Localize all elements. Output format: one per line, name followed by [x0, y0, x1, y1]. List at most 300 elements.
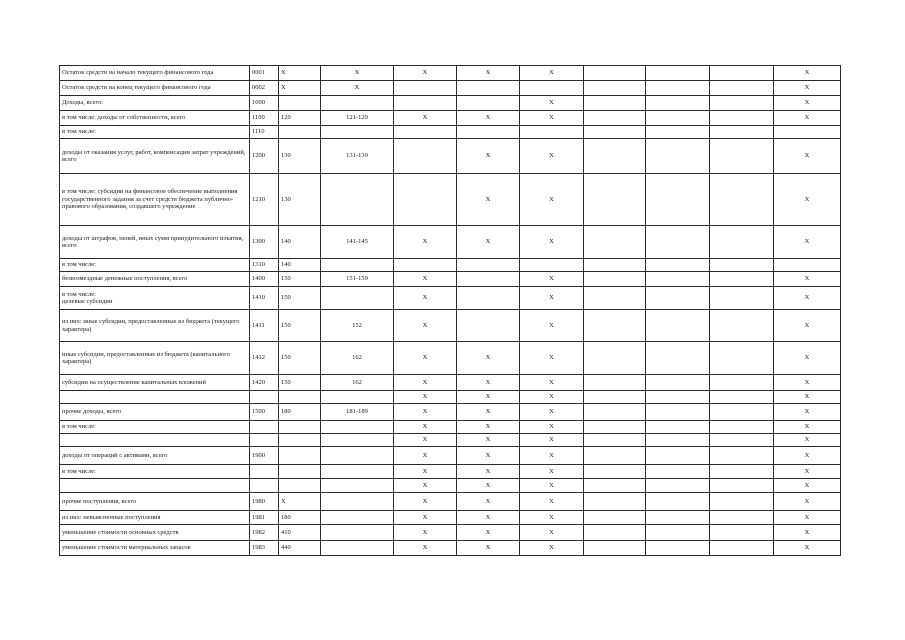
cell-col-7: X: [520, 541, 584, 556]
cell-col-6: X: [457, 139, 520, 174]
cell-analytic: [321, 126, 394, 139]
row-name: доходы от операций с активами, всего: [60, 447, 250, 465]
cell-col-9: [646, 66, 710, 81]
budget-table: [59, 65, 841, 556]
cell-col-8: [584, 447, 646, 465]
cell-col-11: X: [774, 434, 841, 447]
cell-col-10: [710, 511, 774, 525]
row-code: 1200: [250, 139, 279, 174]
table-row: [60, 404, 841, 421]
cell-analytic: [321, 525, 394, 541]
cell-col-10: [710, 81, 774, 96]
table-row: [60, 96, 841, 111]
row-name: в том числе:: [60, 421, 250, 434]
row-code: 1310: [250, 259, 279, 272]
cell-kosgu: 150: [279, 272, 321, 287]
cell-col-8: [584, 272, 646, 287]
cell-col-9: [646, 375, 710, 391]
cell-col-10: [710, 391, 774, 404]
cell-analytic: 181-189: [321, 404, 394, 421]
cell-col-10: [710, 287, 774, 310]
cell-col-6: X: [457, 447, 520, 465]
cell-col-5: X: [394, 287, 457, 310]
cell-col-10: [710, 272, 774, 287]
cell-col-8: [584, 391, 646, 404]
table-row: [60, 226, 841, 259]
cell-col-11: X: [774, 174, 841, 226]
cell-kosgu: [279, 421, 321, 434]
cell-col-10: [710, 139, 774, 174]
cell-col-10: [710, 111, 774, 126]
row-name: прочие доходы, всего: [60, 404, 250, 421]
table-row: [60, 174, 841, 226]
cell-col-9: [646, 174, 710, 226]
cell-kosgu: [279, 434, 321, 447]
cell-col-9: [646, 259, 710, 272]
cell-col-10: [710, 404, 774, 421]
cell-col-6: X: [457, 111, 520, 126]
cell-col-11: X: [774, 111, 841, 126]
cell-col-9: [646, 342, 710, 375]
cell-col-9: [646, 81, 710, 96]
cell-col-5: [394, 96, 457, 111]
cell-col-6: X: [457, 525, 520, 541]
cell-col-8: [584, 375, 646, 391]
cell-col-5: [394, 81, 457, 96]
cell-col-8: [584, 511, 646, 525]
cell-col-7: [520, 259, 584, 272]
cell-kosgu: 440: [279, 541, 321, 556]
cell-col-11: X: [774, 287, 841, 310]
cell-col-11: X: [774, 421, 841, 434]
cell-kosgu: 130: [279, 139, 321, 174]
row-code: 1210: [250, 174, 279, 226]
row-name: [60, 479, 250, 493]
cell-col-11: X: [774, 479, 841, 493]
table-row: [60, 391, 841, 404]
cell-col-8: [584, 525, 646, 541]
cell-kosgu: [279, 465, 321, 479]
row-code: [250, 391, 279, 404]
table-row: [60, 525, 841, 541]
cell-col-6: [457, 310, 520, 342]
cell-col-5: X: [394, 226, 457, 259]
table-row: [60, 465, 841, 479]
cell-kosgu: 150: [279, 342, 321, 375]
cell-col-11: X: [774, 342, 841, 375]
cell-col-8: [584, 96, 646, 111]
cell-col-7: X: [520, 310, 584, 342]
cell-col-9: [646, 421, 710, 434]
row-code: 1400: [250, 272, 279, 287]
table-row: [60, 272, 841, 287]
cell-col-9: [646, 272, 710, 287]
cell-col-11: X: [774, 493, 841, 511]
cell-analytic: [321, 259, 394, 272]
cell-col-9: [646, 310, 710, 342]
row-name: в том числе: доходы от собственности, всего: [60, 111, 250, 126]
cell-col-8: [584, 174, 646, 226]
cell-col-7: X: [520, 375, 584, 391]
cell-col-10: [710, 310, 774, 342]
row-name: прочие поступления, всего: [60, 493, 250, 511]
cell-col-5: X: [394, 493, 457, 511]
cell-col-7: X: [520, 421, 584, 434]
cell-col-5: X: [394, 479, 457, 493]
cell-kosgu: X: [279, 81, 321, 96]
cell-col-6: X: [457, 493, 520, 511]
cell-col-9: [646, 391, 710, 404]
table-row: [60, 310, 841, 342]
cell-col-8: [584, 465, 646, 479]
cell-col-7: X: [520, 174, 584, 226]
cell-col-8: [584, 111, 646, 126]
cell-col-7: X: [520, 272, 584, 287]
cell-kosgu: 180: [279, 404, 321, 421]
row-code: 1420: [250, 375, 279, 391]
cell-col-7: X: [520, 404, 584, 421]
row-code: 1100: [250, 111, 279, 126]
cell-col-11: X: [774, 404, 841, 421]
row-code: 1500: [250, 404, 279, 421]
cell-col-7: X: [520, 226, 584, 259]
cell-analytic: 151-159: [321, 272, 394, 287]
cell-col-11: X: [774, 66, 841, 81]
cell-col-9: [646, 511, 710, 525]
cell-col-6: X: [457, 375, 520, 391]
row-name: доходы от оказания услуг, работ, компенсации затрат учреждений, всего: [60, 139, 250, 174]
cell-analytic: 131-139: [321, 139, 394, 174]
cell-col-9: [646, 226, 710, 259]
cell-kosgu: 150: [279, 287, 321, 310]
cell-col-6: X: [457, 226, 520, 259]
cell-col-6: X: [457, 342, 520, 375]
cell-col-9: [646, 139, 710, 174]
row-code: 0001: [250, 66, 279, 81]
cell-col-8: [584, 81, 646, 96]
cell-col-7: X: [520, 342, 584, 375]
table-body: [60, 66, 841, 556]
cell-col-6: [457, 272, 520, 287]
row-code: 1982: [250, 525, 279, 541]
cell-analytic: [321, 479, 394, 493]
cell-analytic: [321, 493, 394, 511]
row-name: субсидии на осуществление капитальных вложений: [60, 375, 250, 391]
cell-col-9: [646, 465, 710, 479]
cell-col-9: [646, 434, 710, 447]
cell-analytic: 152: [321, 310, 394, 342]
table-row: [60, 479, 841, 493]
cell-kosgu: [279, 447, 321, 465]
row-name: в том числе: целевые субсидии: [60, 287, 250, 310]
cell-col-10: [710, 493, 774, 511]
cell-col-5: X: [394, 111, 457, 126]
cell-col-5: X: [394, 447, 457, 465]
cell-col-10: [710, 421, 774, 434]
cell-col-11: X: [774, 81, 841, 96]
cell-analytic: [321, 287, 394, 310]
row-code: 0002: [250, 81, 279, 96]
cell-col-8: [584, 310, 646, 342]
cell-col-11: X: [774, 447, 841, 465]
cell-kosgu: 150: [279, 375, 321, 391]
row-name: из них: невыясненные поступления: [60, 511, 250, 525]
cell-analytic: 162: [321, 342, 394, 375]
cell-col-9: [646, 287, 710, 310]
cell-col-5: X: [394, 342, 457, 375]
cell-col-10: [710, 447, 774, 465]
cell-col-6: X: [457, 541, 520, 556]
table-row: [60, 81, 841, 96]
row-name: в том числе: субсидии на финансовое обеспечение выполнения государственного задания за счет средств бюджета публично-правового образования, создавшего учреждение: [60, 174, 250, 226]
cell-col-6: X: [457, 404, 520, 421]
table-row: [60, 421, 841, 434]
cell-col-10: [710, 174, 774, 226]
row-code: 1410: [250, 287, 279, 310]
row-code: [250, 421, 279, 434]
cell-col-8: [584, 287, 646, 310]
row-code: 1110: [250, 126, 279, 139]
cell-col-10: [710, 66, 774, 81]
cell-kosgu: 140: [279, 259, 321, 272]
cell-col-6: X: [457, 421, 520, 434]
row-name: безвозмездные денежные поступления, всего: [60, 272, 250, 287]
cell-analytic: 162: [321, 375, 394, 391]
cell-col-5: [394, 259, 457, 272]
cell-col-11: X: [774, 139, 841, 174]
table-row: [60, 493, 841, 511]
row-name: Доходы, всего:: [60, 96, 250, 111]
cell-col-7: X: [520, 465, 584, 479]
table-row: [60, 511, 841, 525]
cell-col-10: [710, 226, 774, 259]
row-name: уменьшение стоимости основных средств: [60, 525, 250, 541]
cell-col-10: [710, 541, 774, 556]
cell-col-8: [584, 342, 646, 375]
cell-col-11: X: [774, 541, 841, 556]
cell-col-11: X: [774, 272, 841, 287]
cell-col-5: [394, 126, 457, 139]
cell-col-8: [584, 404, 646, 421]
cell-kosgu: 130: [279, 174, 321, 226]
cell-col-5: X: [394, 310, 457, 342]
cell-col-8: [584, 493, 646, 511]
cell-col-8: [584, 479, 646, 493]
cell-kosgu: 120: [279, 111, 321, 126]
cell-col-5: [394, 139, 457, 174]
cell-col-11: X: [774, 465, 841, 479]
table-row: [60, 541, 841, 556]
cell-analytic: [321, 434, 394, 447]
cell-analytic: X: [321, 66, 394, 81]
cell-col-11: X: [774, 226, 841, 259]
cell-col-10: [710, 375, 774, 391]
cell-kosgu: [279, 96, 321, 111]
cell-col-6: X: [457, 479, 520, 493]
row-code: [250, 434, 279, 447]
table-row: [60, 259, 841, 272]
row-name: иные субсидии, предоставленные из бюджета (капитального характера): [60, 342, 250, 375]
cell-col-7: X: [520, 479, 584, 493]
cell-col-11: X: [774, 525, 841, 541]
cell-col-8: [584, 66, 646, 81]
cell-col-5: X: [394, 66, 457, 81]
cell-col-11: X: [774, 375, 841, 391]
cell-col-10: [710, 126, 774, 139]
cell-col-8: [584, 259, 646, 272]
cell-col-6: [457, 287, 520, 310]
cell-col-7: X: [520, 96, 584, 111]
cell-kosgu: [279, 391, 321, 404]
table-row: [60, 126, 841, 139]
table-row: [60, 342, 841, 375]
cell-col-7: X: [520, 493, 584, 511]
cell-col-6: X: [457, 66, 520, 81]
cell-col-5: X: [394, 511, 457, 525]
cell-col-11: [774, 259, 841, 272]
cell-analytic: [321, 391, 394, 404]
row-code: [250, 479, 279, 493]
row-name: доходы от штрафов, пеней, иных сумм принудительного изъятия, всего: [60, 226, 250, 259]
cell-col-8: [584, 541, 646, 556]
cell-col-7: [520, 126, 584, 139]
cell-col-8: [584, 126, 646, 139]
row-name: из них: иные субсидии, предоставленные из бюджета (текущего характера): [60, 310, 250, 342]
row-name: в том числе:: [60, 465, 250, 479]
cell-col-6: X: [457, 391, 520, 404]
row-name: в том числе:: [60, 126, 250, 139]
cell-analytic: [321, 174, 394, 226]
cell-col-10: [710, 525, 774, 541]
table-row: [60, 66, 841, 81]
cell-col-9: [646, 96, 710, 111]
cell-col-6: X: [457, 511, 520, 525]
cell-analytic: [321, 465, 394, 479]
row-code: 1412: [250, 342, 279, 375]
cell-kosgu: X: [279, 66, 321, 81]
cell-col-8: [584, 421, 646, 434]
cell-col-10: [710, 96, 774, 111]
row-code: 1300: [250, 226, 279, 259]
cell-kosgu: [279, 479, 321, 493]
row-code: 1411: [250, 310, 279, 342]
cell-col-6: [457, 81, 520, 96]
row-name: в том числе:: [60, 259, 250, 272]
cell-analytic: 141-145: [321, 226, 394, 259]
table-row: [60, 375, 841, 391]
cell-col-9: [646, 111, 710, 126]
cell-col-7: X: [520, 139, 584, 174]
cell-kosgu: 140: [279, 226, 321, 259]
cell-analytic: [321, 447, 394, 465]
cell-col-6: [457, 126, 520, 139]
cell-col-6: X: [457, 465, 520, 479]
table-row: [60, 447, 841, 465]
cell-col-6: [457, 96, 520, 111]
cell-col-5: X: [394, 465, 457, 479]
cell-col-11: [774, 126, 841, 139]
cell-col-11: X: [774, 391, 841, 404]
table-row: [60, 111, 841, 126]
cell-col-7: X: [520, 287, 584, 310]
row-name: [60, 391, 250, 404]
cell-col-6: [457, 259, 520, 272]
cell-col-10: [710, 465, 774, 479]
table-row: [60, 287, 841, 310]
row-code: 1980: [250, 493, 279, 511]
row-code: 1981: [250, 511, 279, 525]
cell-col-10: [710, 259, 774, 272]
cell-col-10: [710, 479, 774, 493]
cell-col-5: X: [394, 421, 457, 434]
cell-kosgu: X: [279, 493, 321, 511]
table-row: [60, 434, 841, 447]
row-code: 1983: [250, 541, 279, 556]
row-code: 1000: [250, 96, 279, 111]
cell-col-7: X: [520, 447, 584, 465]
row-code: 1900: [250, 447, 279, 465]
row-name: уменьшение стоимости материальных запасов: [60, 541, 250, 556]
cell-col-8: [584, 434, 646, 447]
cell-col-5: X: [394, 525, 457, 541]
cell-col-5: X: [394, 404, 457, 421]
cell-col-7: X: [520, 434, 584, 447]
row-name: [60, 434, 250, 447]
cell-col-6: X: [457, 174, 520, 226]
cell-col-5: [394, 174, 457, 226]
cell-col-9: [646, 479, 710, 493]
cell-analytic: [321, 421, 394, 434]
cell-col-7: X: [520, 66, 584, 81]
row-name: Остаток средств на конец текущего финансового года: [60, 81, 250, 96]
cell-analytic: X: [321, 81, 394, 96]
cell-analytic: [321, 511, 394, 525]
cell-analytic: 121-129: [321, 111, 394, 126]
cell-col-7: X: [520, 511, 584, 525]
cell-col-7: X: [520, 391, 584, 404]
cell-col-8: [584, 139, 646, 174]
cell-col-7: [520, 81, 584, 96]
cell-col-5: X: [394, 272, 457, 287]
cell-col-9: [646, 493, 710, 511]
cell-col-9: [646, 541, 710, 556]
cell-analytic: [321, 541, 394, 556]
cell-col-10: [710, 342, 774, 375]
cell-col-7: X: [520, 525, 584, 541]
cell-col-9: [646, 447, 710, 465]
row-code: [250, 465, 279, 479]
cell-col-5: X: [394, 434, 457, 447]
cell-col-7: X: [520, 111, 584, 126]
cell-kosgu: [279, 126, 321, 139]
cell-col-5: X: [394, 541, 457, 556]
table-row: [60, 139, 841, 174]
cell-kosgu: 410: [279, 525, 321, 541]
cell-col-9: [646, 404, 710, 421]
cell-col-11: X: [774, 96, 841, 111]
cell-col-9: [646, 525, 710, 541]
cell-kosgu: 150: [279, 310, 321, 342]
cell-col-11: X: [774, 511, 841, 525]
cell-col-6: X: [457, 434, 520, 447]
cell-kosgu: 180: [279, 511, 321, 525]
cell-col-9: [646, 126, 710, 139]
cell-col-11: X: [774, 310, 841, 342]
cell-col-5: X: [394, 391, 457, 404]
cell-col-8: [584, 226, 646, 259]
cell-analytic: [321, 96, 394, 111]
cell-col-5: X: [394, 375, 457, 391]
